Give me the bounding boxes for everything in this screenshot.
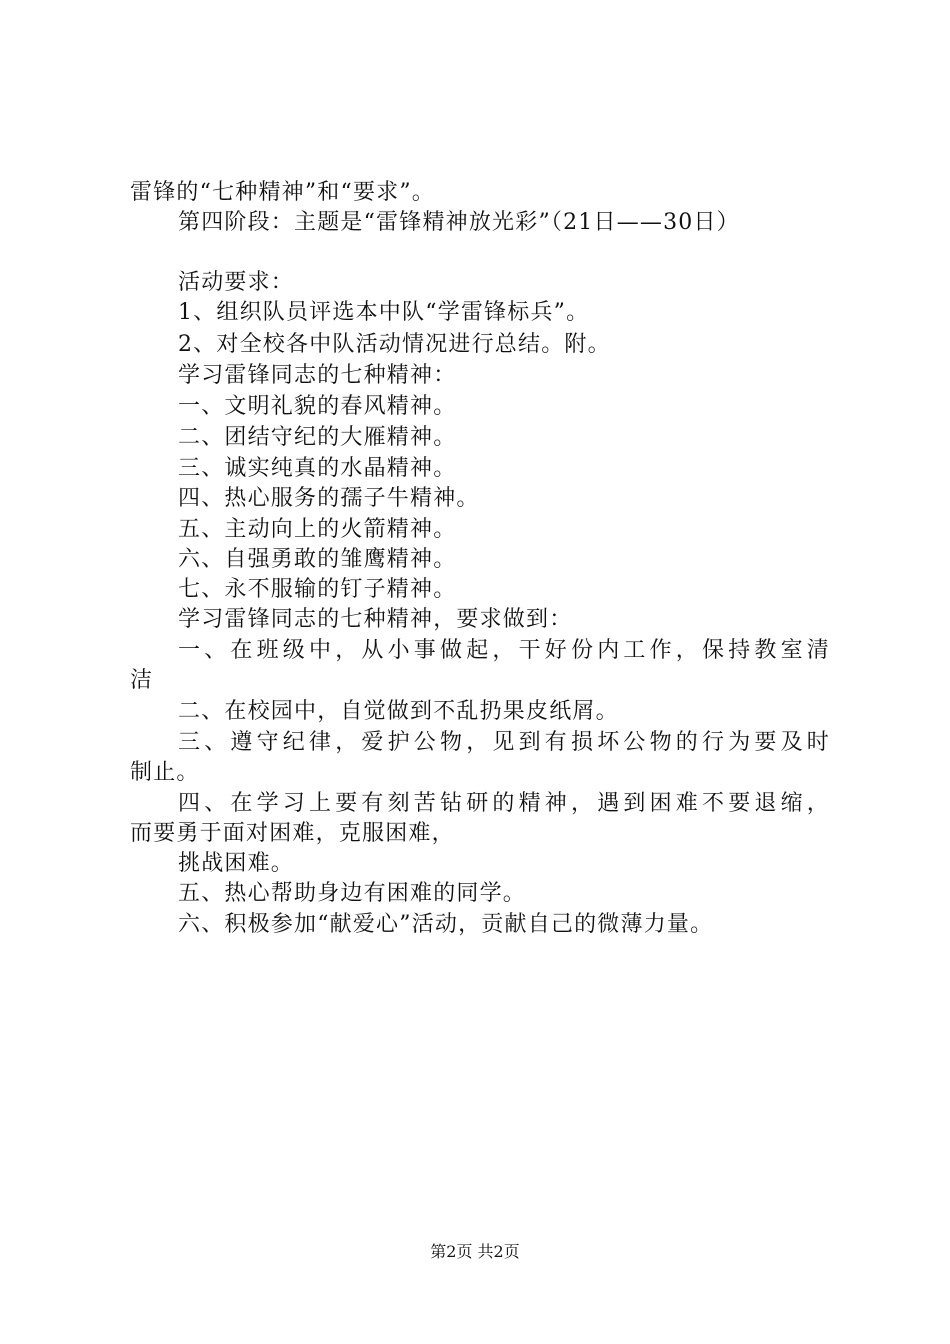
stage-four-heading: 第四阶段：主题是“雷锋精神放光彩”（21日——30日） xyxy=(178,210,740,235)
requirement-detail: 四、在学习上要有刻苦钻研的精神，遇到困难不要退缩， xyxy=(178,791,834,816)
requirement-detail-continued: 挑战困难。 xyxy=(178,851,295,876)
page-footer: 第2页 共2页 xyxy=(430,1242,520,1261)
requirement-detail: 六、积极参加“献爱心”活动，贡献自己的微薄力量。 xyxy=(178,912,714,937)
spirit-item: 一、文明礼貌的春风精神。 xyxy=(178,394,457,419)
requirement-detail: 二、在校园中，自觉做到不乱扔果皮纸屑。 xyxy=(178,699,619,724)
requirement-detail: 三、遵守纪律，爱护公物，见到有损坏公物的行为要及时 xyxy=(178,730,834,755)
spirit-item: 四、热心服务的孺子牛精神。 xyxy=(178,486,480,511)
text-line: 雷锋的“七种精神”和“要求”。 xyxy=(130,180,435,205)
spirit-item: 五、主动向上的火箭精神。 xyxy=(178,517,457,542)
activity-requirements-heading: 活动要求： xyxy=(178,270,295,295)
requirement-item: 2、对全校各中队活动情况进行总结。附。 xyxy=(178,332,611,357)
requirement-detail: 一、在班级中，从小事做起，干好份内工作，保持教室清 xyxy=(178,638,834,663)
spirit-item: 二、团结守纪的大雁精神。 xyxy=(178,425,457,450)
requirement-item: 1、组织队员评选本中队“学雷锋标兵”。 xyxy=(178,300,590,325)
requirement-detail-continued: 而要勇于面对困难，克服困难， xyxy=(130,821,455,846)
seven-spirits-heading: 学习雷锋同志的七种精神： xyxy=(178,363,457,388)
spirit-item: 三、诚实纯真的水晶精神。 xyxy=(178,456,457,481)
requirement-detail-continued: 制止。 xyxy=(130,760,200,785)
spirit-item: 六、自强勇敢的雏鹰精神。 xyxy=(178,547,457,572)
spirit-item: 七、永不服输的钉子精神。 xyxy=(178,577,457,602)
requirement-detail: 五、热心帮助身边有困难的同学。 xyxy=(178,881,527,906)
requirement-detail-continued: 洁 xyxy=(130,668,154,693)
requirements-heading: 学习雷锋同志的七种精神，要求做到： xyxy=(178,607,573,632)
